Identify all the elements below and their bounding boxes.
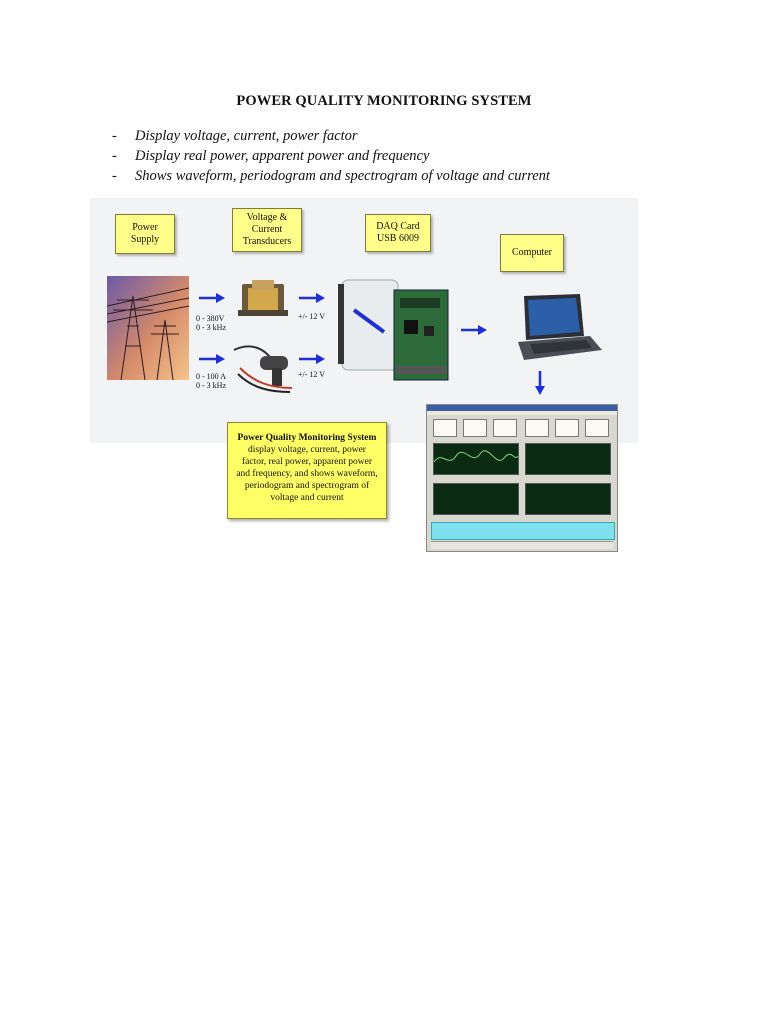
gauge-icon [525, 419, 549, 437]
list-item: - Display real power, apparent power and frequency [112, 148, 430, 164]
computer-label: Computer [500, 234, 564, 272]
gauge-icon [433, 419, 457, 437]
waveform-plot [433, 443, 519, 475]
gauge-icon [463, 419, 487, 437]
info-box: Power Quality Monitoring System display voltage, current, power factor, real power, apparent power and frequency, and shows waveform, periodogram and spectrogram of voltage and current [227, 422, 387, 519]
output-voltage-bottom: +/- 12 V [298, 370, 326, 379]
arrow-icon [198, 292, 226, 304]
page-title: POWER QUALITY MONITORING SYSTEM [236, 93, 532, 109]
data-table [431, 522, 615, 540]
list-item: - Display voltage, current, power factor [112, 128, 358, 144]
feature-list [112, 126, 550, 186]
output-voltage-top: +/- 12 V [298, 312, 326, 321]
current-clamp-photo [230, 338, 296, 394]
list-item: - Shows waveform, periodogram and spectrogram of voltage and current [112, 168, 550, 184]
daq-card-photo [338, 270, 450, 382]
current-range: 0 - 100 A 0 - 3 kHz [196, 372, 226, 390]
power-supply-label: Power Supply [115, 214, 175, 254]
gauge-icon [555, 419, 579, 437]
arrow-icon [298, 353, 326, 365]
status-bar [431, 541, 613, 549]
gauge-icon [585, 419, 609, 437]
spectrogram-plot [525, 483, 611, 515]
gauge-icon [493, 419, 517, 437]
transformer-photo [238, 276, 288, 322]
arrow-icon [198, 353, 226, 365]
laptop-photo [510, 292, 604, 364]
arrow-icon [298, 292, 326, 304]
daq-card-label: DAQ Card USB 6009 [365, 214, 431, 252]
software-screenshot [426, 404, 618, 552]
waveform-plot [525, 443, 611, 475]
arrow-icon [460, 324, 488, 336]
spectrogram-plot [433, 483, 519, 515]
system-diagram [90, 198, 638, 552]
arrow-down-icon [534, 370, 546, 396]
voltage-range: 0 - 380V 0 - 3 kHz [196, 314, 226, 332]
transmission-tower-photo [107, 276, 189, 380]
transducers-label: Voltage & Current Transducers [232, 208, 302, 252]
